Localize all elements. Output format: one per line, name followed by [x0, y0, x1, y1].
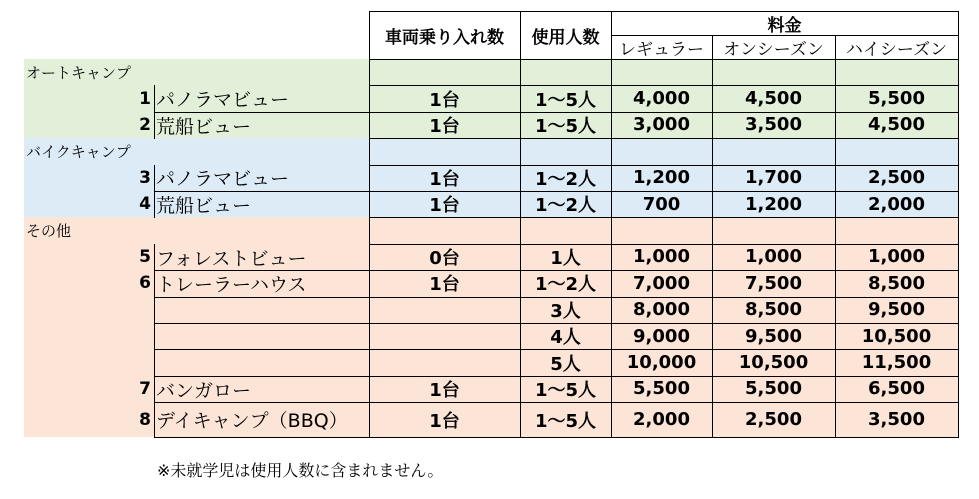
grid-line	[835, 112, 836, 139]
site-name: デイキャンプ（BBQ）	[156, 410, 348, 433]
grid-line	[520, 191, 521, 218]
grid-line	[154, 270, 155, 298]
price-high-season: 1,000	[868, 246, 925, 268]
grid-line	[712, 402, 713, 438]
grid-line	[154, 376, 959, 377]
row-number: 8	[139, 409, 151, 430]
vehicles-cell: 1台	[429, 274, 460, 296]
grid-line	[835, 138, 836, 166]
grid-line	[520, 217, 521, 245]
grid-line	[835, 85, 836, 113]
grid-line	[958, 191, 959, 218]
grid-line	[369, 323, 370, 350]
grid-line	[712, 138, 713, 166]
site-name: パノラマビュー	[156, 89, 290, 112]
people-cell: 1～2人	[534, 274, 597, 296]
grid-line	[369, 217, 959, 218]
row-number: 2	[139, 114, 151, 135]
grid-line	[835, 323, 836, 350]
vehicles-cell: 1台	[429, 410, 460, 432]
people-cell: 1～5人	[534, 410, 597, 432]
grid-line	[835, 376, 836, 403]
grid-line	[369, 244, 959, 245]
grid-line	[835, 244, 836, 271]
vehicles-cell	[369, 297, 520, 323]
grid-line	[835, 217, 836, 245]
grid-line	[369, 191, 370, 218]
price-high-season: 3,500	[868, 409, 925, 431]
grid-line	[520, 244, 521, 271]
price-on-season: 2,500	[745, 409, 802, 431]
people-cell: 1人	[550, 247, 581, 269]
price-high-season: 10,500	[861, 325, 932, 347]
grid-line	[369, 138, 959, 139]
grid-line	[369, 59, 959, 60]
grid-line	[369, 85, 370, 113]
footnote: ※未就学児は使用人数に含まれません。	[157, 460, 444, 480]
grid-line	[712, 35, 713, 60]
grid-line	[369, 349, 370, 377]
grid-line	[611, 191, 612, 218]
grid-line	[369, 11, 370, 60]
grid-line	[958, 217, 959, 245]
price-high-season: 6,500	[868, 378, 925, 400]
grid-line	[369, 165, 370, 192]
price-regular: 700	[642, 193, 681, 215]
site-name: 荒船ビュー	[156, 115, 252, 138]
grid-line	[154, 244, 155, 271]
grid-line	[611, 270, 612, 298]
grid-line	[369, 402, 370, 438]
grid-line	[712, 244, 713, 271]
grid-line	[520, 165, 521, 192]
price-regular: 3,000	[633, 114, 690, 136]
grid-line	[712, 297, 713, 324]
grid-line	[712, 112, 713, 139]
people-cell: 1～2人	[534, 168, 597, 190]
grid-line	[369, 165, 959, 166]
header-price: 料金	[767, 15, 802, 36]
price-high-season: 2,000	[868, 193, 925, 215]
grid-line	[712, 217, 713, 245]
grid-line	[835, 35, 836, 60]
grid-line	[611, 349, 612, 377]
price-on-season: 1,200	[745, 193, 802, 215]
grid-line	[611, 11, 612, 60]
grid-line	[712, 349, 713, 377]
people-cell: 4人	[550, 327, 581, 349]
row-number: 3	[139, 167, 151, 188]
vehicles-cell: 0台	[429, 247, 460, 269]
grid-line	[958, 376, 959, 403]
grid-line	[958, 270, 959, 298]
grid-line	[835, 270, 836, 298]
grid-line	[611, 217, 612, 245]
site-name: トレーラーハウス	[156, 273, 307, 296]
site-name: パノラマビュー	[156, 168, 290, 191]
price-on-season: 5,500	[745, 378, 802, 400]
grid-line	[712, 270, 713, 298]
header-capacity: 使用人数	[531, 27, 600, 48]
grid-line	[154, 191, 155, 218]
grid-line	[712, 323, 713, 350]
grid-line	[712, 85, 713, 113]
grid-line	[835, 165, 836, 192]
price-regular: 1,000	[633, 246, 690, 268]
grid-line	[958, 244, 959, 271]
grid-line	[611, 323, 612, 350]
price-regular: 5,500	[633, 378, 690, 400]
grid-line	[958, 402, 959, 438]
grid-line	[520, 112, 521, 139]
grid-line	[154, 165, 155, 192]
grid-line	[611, 35, 959, 36]
price-high-season: 2,500	[868, 167, 925, 189]
row-number: 1	[139, 88, 151, 109]
price-high-season: 9,500	[868, 299, 925, 321]
row-number: 5	[139, 246, 151, 267]
price-on-season: 10,500	[738, 352, 809, 374]
header-regular: レギュラー	[619, 39, 704, 60]
price-on-season: 9,500	[745, 325, 802, 347]
grid-line	[958, 112, 959, 139]
vehicles-cell: 1台	[429, 195, 460, 217]
grid-line	[520, 138, 521, 166]
grid-line	[958, 349, 959, 377]
row-number: 4	[139, 194, 151, 215]
grid-line	[611, 402, 612, 438]
grid-line	[520, 297, 521, 324]
grid-line	[611, 112, 612, 139]
price-high-season: 11,500	[861, 352, 932, 374]
price-regular: 8,000	[633, 299, 690, 321]
grid-line	[835, 191, 836, 218]
grid-line	[154, 323, 959, 324]
grid-line	[520, 270, 521, 298]
price-regular: 7,000	[633, 272, 690, 294]
price-regular: 10,000	[626, 352, 697, 374]
grid-line	[154, 191, 959, 192]
grid-line	[154, 349, 155, 377]
grid-line	[369, 217, 370, 245]
grid-line	[958, 138, 959, 166]
row-number: 6	[139, 273, 151, 294]
header-on-season: オンシーズン	[723, 39, 824, 60]
grid-line	[611, 165, 612, 192]
grid-line	[835, 402, 836, 438]
grid-line	[712, 59, 713, 86]
grid-line	[369, 112, 370, 139]
grid-line	[154, 349, 959, 350]
row-number: 7	[139, 378, 151, 399]
grid-line	[958, 59, 959, 86]
grid-line	[712, 191, 713, 218]
grid-line	[611, 59, 612, 86]
price-on-season: 1,000	[745, 246, 802, 268]
header-high-season: ハイシーズン	[845, 39, 948, 60]
row-number	[24, 349, 151, 375]
price-on-season: 3,500	[745, 114, 802, 136]
grid-line	[958, 85, 959, 113]
vehicles-cell	[369, 349, 520, 375]
people-cell: 1～5人	[534, 89, 597, 111]
header-vehicles: 車両乗り入れ数	[385, 27, 504, 48]
grid-line	[369, 270, 370, 298]
grid-line	[154, 297, 959, 298]
grid-line	[611, 297, 612, 324]
section-title: オートキャンプ	[26, 63, 132, 82]
price-high-season: 8,500	[868, 272, 925, 294]
people-cell: 1～5人	[534, 115, 597, 137]
grid-line	[958, 165, 959, 192]
grid-line	[154, 402, 959, 403]
grid-line	[154, 112, 959, 113]
site-name: 荒船ビュー	[156, 194, 252, 217]
price-on-season: 7,500	[745, 272, 802, 294]
grid-line	[369, 244, 370, 271]
grid-line	[520, 402, 521, 438]
grid-line	[520, 59, 521, 86]
grid-line	[611, 376, 612, 403]
grid-line	[154, 323, 155, 350]
grid-line	[369, 138, 370, 166]
grid-line	[520, 85, 521, 113]
people-cell: 3人	[550, 300, 581, 322]
price-high-season: 4,500	[868, 114, 925, 136]
price-on-season: 1,700	[745, 167, 802, 189]
price-regular: 9,000	[633, 325, 690, 347]
price-regular: 2,000	[633, 409, 690, 431]
grid-line	[958, 323, 959, 350]
row-number	[24, 297, 151, 323]
people-cell: 5人	[550, 353, 581, 375]
grid-line	[520, 323, 521, 350]
vehicles-cell: 1台	[429, 89, 460, 111]
grid-line	[369, 85, 959, 86]
grid-line	[958, 11, 959, 60]
grid-line	[154, 437, 959, 438]
grid-line	[369, 11, 959, 12]
grid-line	[835, 59, 836, 86]
price-regular: 1,200	[633, 167, 690, 189]
section-title: バイクキャンプ	[26, 142, 131, 161]
vehicles-cell: 1台	[429, 168, 460, 190]
grid-line	[154, 112, 155, 139]
price-on-season: 8,500	[745, 299, 802, 321]
vehicles-cell	[369, 323, 520, 349]
section-title: その他	[26, 222, 72, 241]
grid-line	[369, 297, 370, 324]
grid-line	[154, 270, 959, 271]
grid-line	[611, 85, 612, 113]
grid-line	[520, 376, 521, 403]
grid-line	[958, 297, 959, 324]
grid-line	[520, 11, 521, 60]
price-regular: 4,000	[633, 88, 690, 110]
grid-line	[611, 244, 612, 271]
grid-line	[835, 349, 836, 377]
grid-line	[154, 402, 155, 438]
site-name: フォレストビュー	[156, 247, 307, 270]
grid-line	[835, 297, 836, 324]
vehicles-cell: 1台	[429, 115, 460, 137]
grid-line	[369, 59, 370, 86]
price-high-season: 5,500	[868, 88, 925, 110]
vehicles-cell: 1台	[429, 379, 460, 401]
grid-line	[712, 165, 713, 192]
price-on-season: 4,500	[745, 88, 802, 110]
grid-line	[520, 349, 521, 377]
people-cell: 1～2人	[534, 195, 597, 217]
grid-line	[154, 297, 155, 324]
grid-line	[712, 376, 713, 403]
grid-line	[611, 138, 612, 166]
row-number	[24, 323, 151, 349]
grid-line	[154, 85, 155, 113]
people-cell: 1～5人	[534, 379, 597, 401]
grid-line	[154, 376, 155, 403]
site-name: バンガロー	[156, 379, 252, 402]
grid-line	[369, 376, 370, 403]
